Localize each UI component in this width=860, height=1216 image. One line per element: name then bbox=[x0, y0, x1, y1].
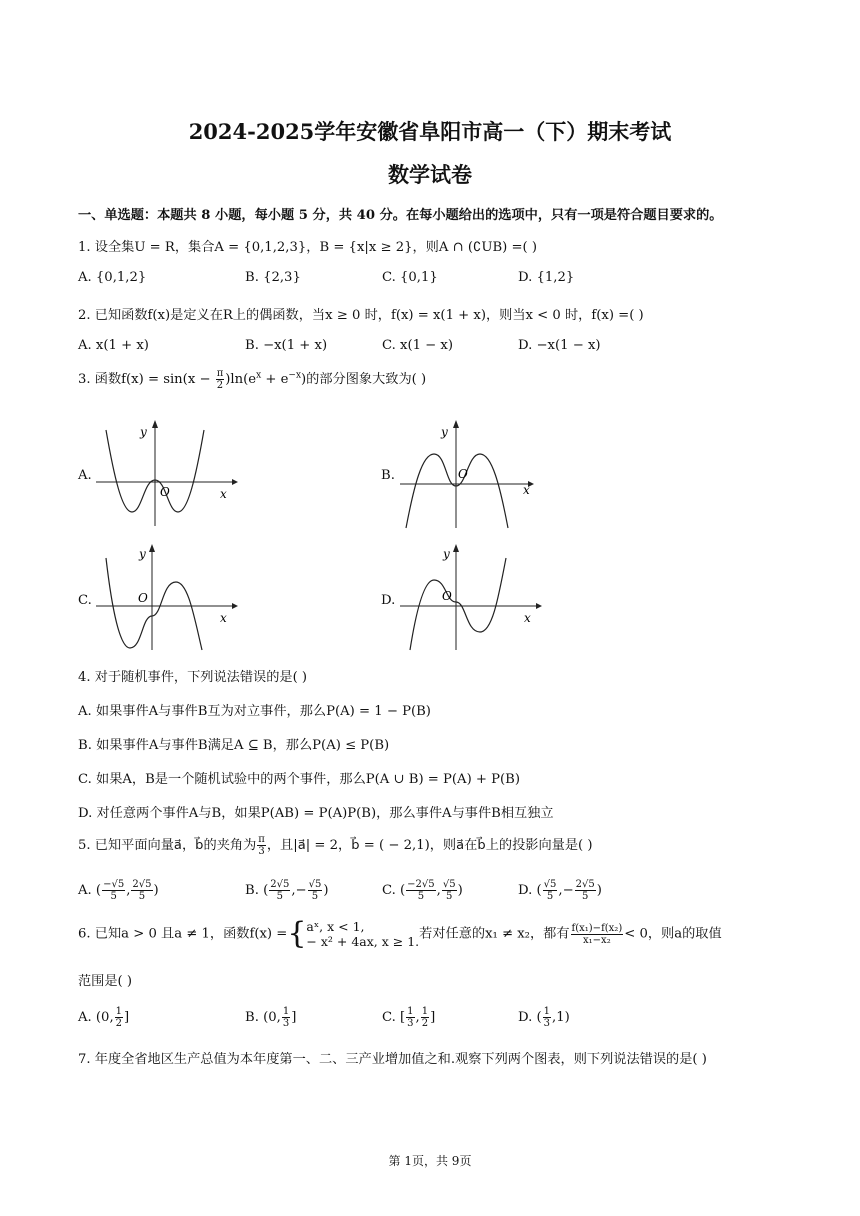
q3-stem-part: )ln(e bbox=[225, 372, 257, 387]
option-label: D. ( bbox=[518, 1010, 542, 1025]
origin-label: O bbox=[138, 591, 148, 605]
frac-den: 5 bbox=[110, 891, 117, 902]
separator: ,− bbox=[291, 883, 307, 898]
piecewise-cases bbox=[306, 919, 419, 949]
q2-option-a: A. x(1 + x) bbox=[78, 338, 149, 353]
question-1-stem: 1. 设全集U = R，集合A = {0,1,2,3}，B = {x|x ≥ 2}，则A ∩ (∁UB) =( ) bbox=[78, 240, 538, 255]
close-bracket: ] bbox=[430, 1010, 436, 1025]
question-7-stem: 7. 年度全省地区生产总值为本年度第一、二、三产业增加值之和.观察下列两个图表，则下列说法错误的是( ) bbox=[78, 1052, 707, 1067]
q1-option-c: C. {0,1} bbox=[382, 270, 438, 285]
frac-num: 1 bbox=[407, 1006, 414, 1017]
close-paren: ) bbox=[596, 883, 602, 898]
fraction bbox=[115, 1006, 123, 1029]
q6-option-a bbox=[78, 1006, 129, 1029]
close-bracket: ] bbox=[124, 1010, 130, 1025]
fraction bbox=[543, 1006, 551, 1029]
q3-frac-num: π bbox=[216, 368, 224, 379]
frac-num: 1 bbox=[282, 1006, 290, 1017]
y-axis-arrow bbox=[152, 420, 158, 428]
question-5-stem bbox=[78, 834, 593, 857]
frac-den: 3 bbox=[543, 1018, 551, 1029]
q5-option-b bbox=[245, 879, 328, 902]
q2-option-c: C. x(1 − x) bbox=[382, 338, 453, 353]
question-6-stem-line2: 范围是( ) bbox=[78, 974, 133, 989]
q1-option-d: D. {1,2} bbox=[518, 270, 575, 285]
fraction bbox=[442, 879, 457, 902]
question-2-stem: 2. 已知函数f(x)是定义在R上的偶函数，当x ≥ 0 时，f(x) = x(1 + x)，则当x < 0 时，f(x) =( ) bbox=[78, 308, 644, 323]
question-6-stem bbox=[78, 916, 722, 951]
frac-num: −2√5 bbox=[407, 879, 435, 890]
curve bbox=[406, 454, 508, 528]
fraction bbox=[421, 1006, 429, 1029]
x-label: x bbox=[523, 483, 530, 497]
y-label: y bbox=[443, 547, 450, 561]
q3-stem-part: + e bbox=[261, 372, 289, 387]
frac-den: 5 bbox=[417, 891, 425, 902]
q3-fraction bbox=[216, 368, 225, 391]
frac-den: 2 bbox=[115, 1018, 123, 1029]
fraction bbox=[406, 1006, 414, 1029]
origin-label: O bbox=[458, 467, 468, 481]
x-axis-arrow bbox=[232, 603, 238, 609]
q2-option-d: D. −x(1 − x) bbox=[518, 338, 601, 353]
q1-option-b: B. {2,3} bbox=[245, 270, 301, 285]
question-3-stem bbox=[78, 368, 426, 391]
fraction bbox=[269, 879, 290, 902]
frac-num: 2√5 bbox=[575, 879, 595, 890]
frac-den: 5 bbox=[581, 891, 589, 902]
q4-option-c: C. 如果A，B是一个随机试验中的两个事件，那么P(A ∪ B) = P(A) + P(B) bbox=[78, 772, 520, 787]
frac-num: 1 bbox=[421, 1006, 429, 1017]
origin-label: O bbox=[160, 485, 170, 499]
frac-den: 5 bbox=[138, 891, 146, 902]
close-bracket: ] bbox=[291, 1010, 297, 1025]
option-label: B. (0, bbox=[245, 1010, 281, 1025]
frac-num: 2√5 bbox=[132, 879, 152, 890]
graph-b bbox=[396, 416, 546, 532]
y-label: y bbox=[140, 425, 147, 439]
close-paren: ) bbox=[323, 883, 329, 898]
y-axis-arrow bbox=[453, 420, 459, 428]
origin-label: O bbox=[442, 589, 452, 603]
q6-stem-part: < 0，则a的取值 bbox=[624, 926, 722, 942]
fraction bbox=[102, 879, 125, 902]
fraction bbox=[406, 879, 435, 902]
q6-option-d bbox=[518, 1006, 570, 1029]
q6-option-b bbox=[245, 1006, 296, 1029]
fraction bbox=[282, 1006, 290, 1029]
q6-option-c bbox=[382, 1006, 435, 1029]
q5-option-c bbox=[382, 879, 463, 902]
x-axis-arrow bbox=[232, 479, 238, 485]
frac-num: 1 bbox=[115, 1006, 123, 1017]
separator: , bbox=[415, 1010, 420, 1025]
q5-stem-part: ，且|a⃗| = 2，b⃗ = ( − 2,1)，则a⃗在b⃗上的投影向量是( ) bbox=[266, 838, 593, 853]
q3-exponent: −x bbox=[288, 370, 302, 381]
q6-frac-num: f(x₁)−f(x₂) bbox=[571, 922, 623, 934]
close-bracket: ,1) bbox=[552, 1010, 570, 1025]
fraction bbox=[575, 879, 596, 902]
q5-stem-part: 5. 已知平面向量a⃗，b⃗的夹角为 bbox=[78, 838, 257, 853]
frac-num: √5 bbox=[308, 879, 322, 890]
q5-option-d bbox=[518, 879, 602, 902]
exam-subtitle: 数学试卷 bbox=[388, 162, 472, 187]
y-axis-arrow bbox=[149, 544, 155, 552]
q3-exponent: x bbox=[256, 370, 262, 381]
graph-d-label: D. bbox=[381, 593, 396, 608]
frac-den: 5 bbox=[276, 891, 283, 902]
q4-option-a: A. 如果事件A与事件B互为对立事件，那么P(A) = 1 − P(B) bbox=[78, 704, 431, 719]
page-footer: 第 1页，共 9页 bbox=[388, 1154, 472, 1168]
q3-stem-part: )的部分图象大致为( ) bbox=[301, 372, 427, 387]
option-label: C. [ bbox=[382, 1010, 406, 1025]
x-axis-arrow bbox=[536, 603, 542, 609]
fraction bbox=[131, 879, 152, 902]
graph-a bbox=[92, 416, 242, 528]
curve bbox=[106, 558, 202, 650]
graph-b-label: B. bbox=[381, 468, 395, 483]
q6-stem-part: 若对任意的x₁ ≠ x₂，都有 bbox=[419, 926, 570, 942]
left-brace: { bbox=[287, 916, 307, 951]
option-label: C. ( bbox=[382, 883, 406, 898]
option-label: A. (0, bbox=[78, 1010, 114, 1025]
frac-num: −√5 bbox=[103, 879, 125, 890]
close-paren: ) bbox=[153, 883, 159, 898]
frac-num: √5 bbox=[543, 879, 557, 890]
curve bbox=[410, 558, 506, 650]
q6-fraction bbox=[571, 923, 624, 946]
x-label: x bbox=[524, 611, 531, 625]
exam-title: 2024-2025学年安徽省阜阳市高一（下）期末考试 bbox=[188, 119, 672, 144]
question-4-stem: 4. 对于随机事件，下列说法错误的是( ) bbox=[78, 670, 308, 685]
fraction bbox=[543, 879, 558, 902]
q3-frac-den: 2 bbox=[216, 380, 224, 391]
close-paren: ) bbox=[457, 883, 463, 898]
graph-c bbox=[92, 540, 242, 652]
separator: , bbox=[436, 883, 441, 898]
graph-a-label: A. bbox=[78, 468, 92, 483]
graph-d bbox=[396, 540, 546, 652]
fraction bbox=[308, 879, 323, 902]
q5-frac-den: 3 bbox=[258, 846, 265, 857]
frac-den: 5 bbox=[311, 891, 319, 902]
q6-stem-part: 6. 已知a > 0 且a ≠ 1，函数f(x) = bbox=[78, 926, 288, 942]
q5-frac-num: π bbox=[258, 834, 265, 845]
q5-option-a bbox=[78, 879, 159, 902]
separator: ,− bbox=[558, 883, 574, 898]
q1-option-a: A. {0,1,2} bbox=[78, 270, 147, 285]
section-heading: 一、单选题：本题共 8 小题，每小题 5 分，共 40 分。在每小题给出的选项中，只有一项是符合题目要求的。 bbox=[78, 208, 723, 223]
q6-frac-den: x₁−x₂ bbox=[583, 934, 611, 946]
case-1: aˣ, x < 1, bbox=[306, 919, 365, 934]
frac-num: 1 bbox=[543, 1006, 551, 1017]
frac-den: 5 bbox=[446, 891, 453, 902]
frac-num: 2√5 bbox=[270, 879, 290, 890]
y-label: y bbox=[441, 425, 448, 439]
frac-num: √5 bbox=[442, 879, 456, 890]
option-label: A. ( bbox=[78, 883, 102, 898]
graph-c-label: C. bbox=[78, 593, 92, 608]
x-label: x bbox=[220, 611, 227, 625]
q3-stem-part: 3. 函数f(x) = sin(x − bbox=[78, 372, 215, 387]
y-label: y bbox=[139, 547, 146, 561]
frac-den: 5 bbox=[546, 891, 554, 902]
case-2: − x² + 4ax, x ≥ 1. bbox=[306, 934, 420, 949]
q5-fraction bbox=[257, 834, 266, 857]
x-label: x bbox=[220, 487, 227, 501]
option-label: B. ( bbox=[245, 883, 269, 898]
q4-option-b: B. 如果事件A与事件B满足A ⊆ B，那么P(A) ≤ P(B) bbox=[78, 738, 390, 753]
option-label: D. ( bbox=[518, 883, 542, 898]
frac-den: 3 bbox=[407, 1018, 414, 1029]
q2-option-b: B. −x(1 + x) bbox=[245, 338, 328, 353]
q4-option-d: D. 对任意两个事件A与B，如果P(AB) = P(A)P(B)，那么事件A与事件B相互独立 bbox=[78, 806, 554, 821]
frac-den: 2 bbox=[421, 1018, 429, 1029]
separator: , bbox=[126, 883, 131, 898]
y-axis-arrow bbox=[453, 544, 459, 552]
frac-den: 3 bbox=[282, 1018, 290, 1029]
